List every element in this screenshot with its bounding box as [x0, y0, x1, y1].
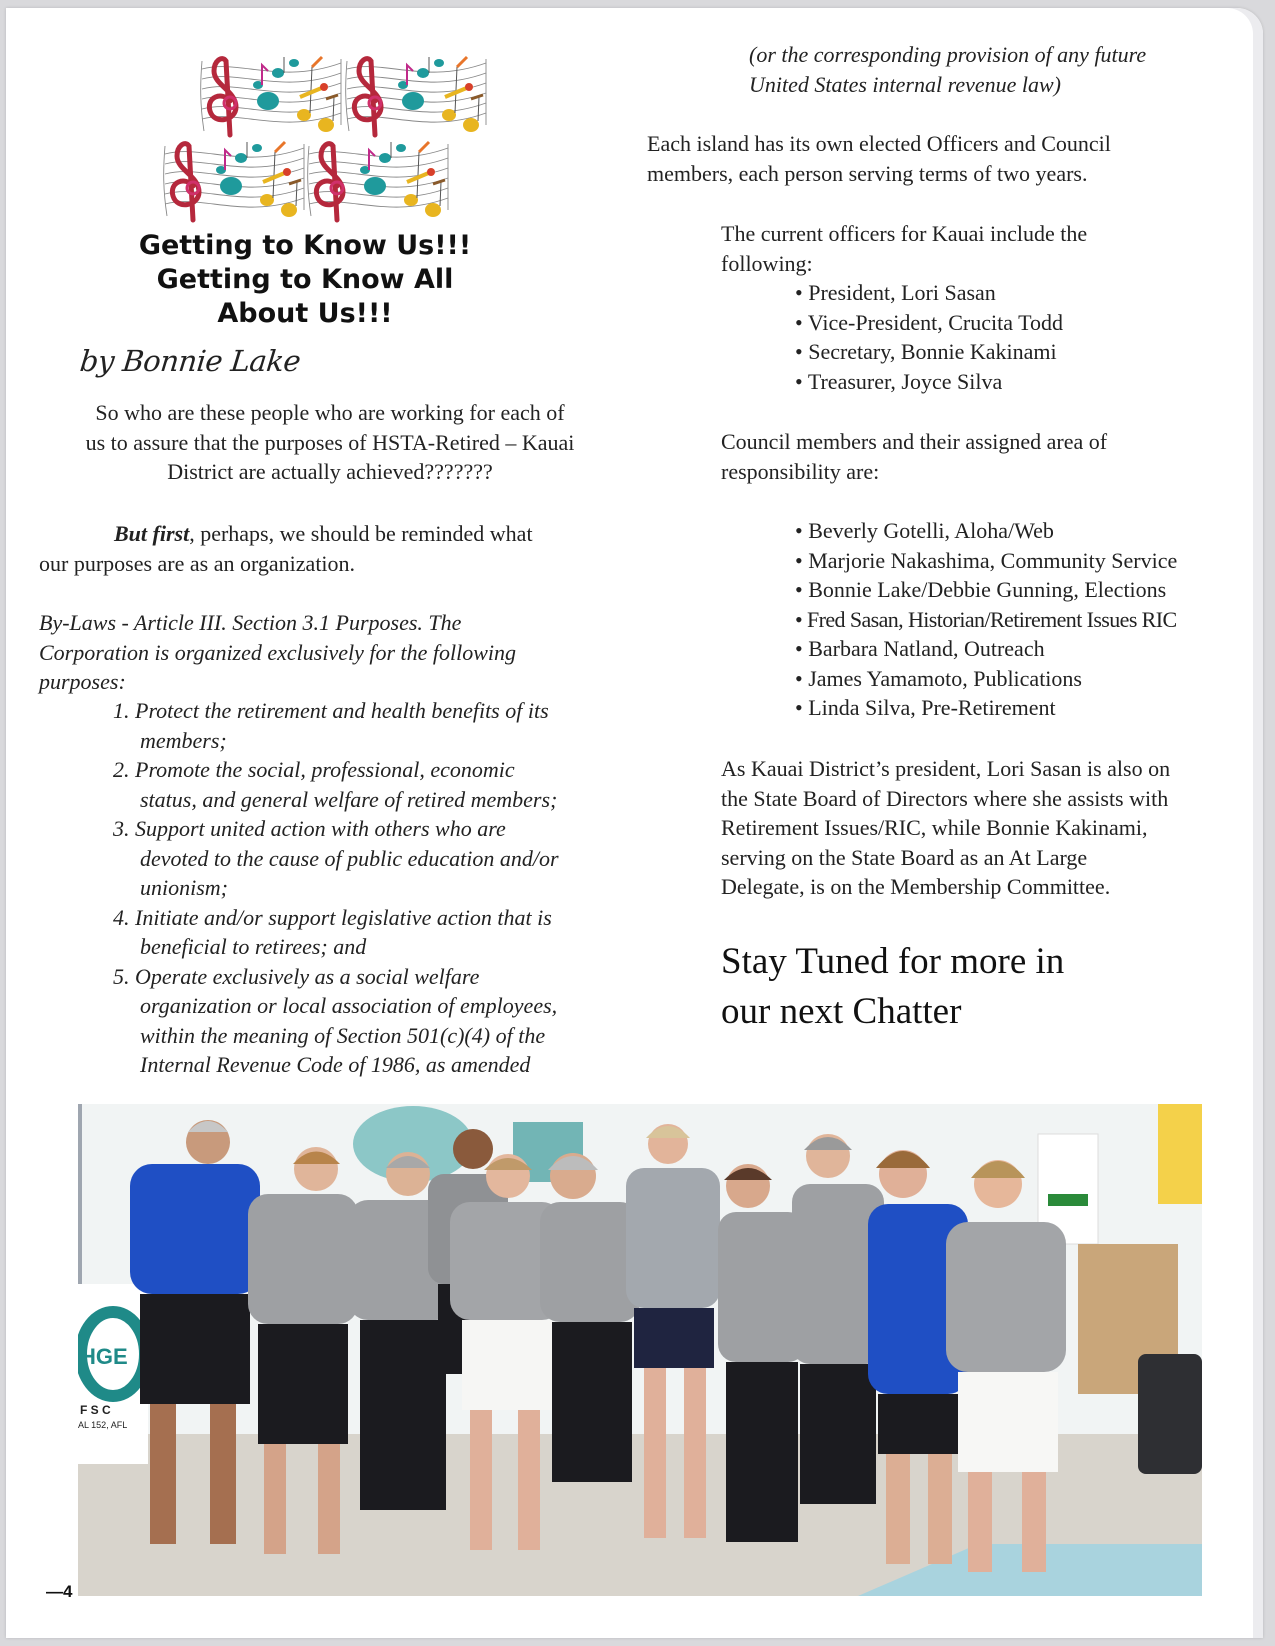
bullet-icon: •: [795, 606, 803, 632]
council-intro-line: responsibility are:: [721, 458, 880, 484]
title-line: Getting to Know All: [156, 264, 454, 295]
officer-item: [795, 337, 1063, 367]
purpose-text: members;: [140, 727, 227, 753]
council-intro-line: Council members and their assigned area of: [721, 429, 1108, 454]
purpose-item: [113, 962, 559, 1080]
officer-item: [795, 278, 1063, 308]
purpose-text: Initiate and/or support legislative action that is: [135, 904, 552, 930]
islands-line: Each island has its own elected Officers and Council: [647, 131, 1111, 156]
council-text: Marjorie Nakashima, Community Service: [808, 547, 1178, 573]
title-line: Getting to Know Us!!!: [138, 230, 472, 261]
officers-intro-line: The current officers for Kauai include the: [721, 221, 1088, 246]
council-item: [795, 664, 1177, 694]
council-intro: [721, 427, 1107, 486]
state-board-line: Delegate, is on the Membership Committee.: [721, 874, 1111, 899]
svg-text:AL 152, AFL: AL 152, AFL: [78, 1420, 128, 1430]
bullet-icon: •: [795, 368, 803, 394]
state-board-paragraph: [721, 754, 1170, 902]
bullet-icon: •: [795, 577, 803, 602]
council-text: Linda Silva, Pre-Retirement: [808, 695, 1056, 720]
music-staff-icon: [163, 140, 306, 223]
officer-text: Vice-President, Crucita Todd: [807, 309, 1063, 335]
officers-intro-line: following:: [721, 250, 813, 276]
bullet-icon: •: [795, 339, 803, 364]
officers-list: [795, 278, 1063, 396]
bullet-icon: •: [795, 695, 803, 720]
purpose-text: Protect the retirement and health benefits of its: [135, 698, 549, 723]
bold-lead: But first: [114, 521, 190, 546]
purpose-text: status, and general welfare of retired members;: [140, 786, 558, 812]
article-title: [40, 229, 570, 331]
council-text: Fred Sasan, Historian/Retirement Issues RIC: [807, 606, 1177, 632]
council-text: James Yamamoto, Publications: [808, 665, 1082, 691]
officers-intro: [721, 219, 1087, 278]
purpose-text: Support united action with others who are: [135, 816, 506, 841]
bylaws-line: By-Laws - Article III. Section 3.1 Purposes. The: [39, 610, 462, 635]
bylaws-intro: [39, 608, 516, 697]
purpose-text: organization or local association of employees,: [140, 993, 558, 1018]
council-item: [795, 634, 1177, 664]
state-board-line: the State Board of Directors where she assists with: [721, 785, 1169, 811]
officer-text: Secretary, Bonnie Kakinami: [808, 339, 1057, 364]
intro-paragraph: [40, 398, 620, 487]
reminder-paragraph: [39, 519, 533, 578]
council-item: [795, 605, 1177, 635]
continuation-line: (or the corresponding provision of any future: [749, 42, 1147, 67]
purpose-number: 1.: [113, 698, 130, 723]
council-text: Bonnie Lake/Debbie Gunning, Elections: [808, 577, 1167, 602]
svg-text:HGE: HGE: [80, 1344, 128, 1369]
bullet-icon: •: [795, 547, 803, 573]
bullet-icon: •: [795, 636, 803, 661]
officer-text: President, Lori Sasan: [808, 280, 996, 305]
intro-line: District are actually achieved???????: [167, 459, 493, 484]
state-board-line: As Kauai District’s president, Lori Sasan is also on: [721, 756, 1171, 781]
council-list: [795, 516, 1177, 723]
purpose-item: [113, 696, 559, 755]
state-board-line: Retirement Issues/RIC, while Bonnie Kakinami,: [721, 815, 1148, 840]
purpose-number: 3.: [113, 816, 130, 841]
council-text: Barbara Natland, Outreach: [808, 636, 1045, 661]
bylaws-line: purposes:: [39, 669, 126, 694]
music-notes-graphic: [163, 55, 493, 225]
council-item: [795, 693, 1177, 723]
purpose-text: within the meaning of Section 501(c)(4) of the: [140, 1022, 546, 1048]
title-line: About Us!!!: [217, 298, 393, 329]
officer-item: [795, 367, 1063, 397]
music-staff-icon: [345, 55, 488, 138]
reminder-text: our purposes are as an organization.: [39, 550, 356, 576]
purposes-list: [113, 696, 559, 1080]
purpose-number: 5.: [113, 963, 130, 989]
bylaws-line: Corporation is organized exclusively for the following: [39, 639, 517, 665]
page-number: —4: [46, 1582, 73, 1601]
intro-line: So who are these people who are working for each of: [95, 400, 565, 425]
byline: by Bonnie Lake: [78, 344, 303, 378]
officer-item: [795, 308, 1063, 338]
reminder-text: , perhaps, we should be reminded what: [189, 521, 533, 546]
islands-line: members, each person serving terms of two years.: [647, 160, 1088, 186]
purpose-text: Internal Revenue Code of 1986, as amended: [140, 1052, 531, 1077]
closing-line: our next Chatter: [721, 991, 962, 1032]
bullet-icon: •: [795, 280, 803, 305]
purpose5-continuation: [749, 40, 1146, 99]
bullet-icon: •: [795, 665, 803, 691]
music-staff-icon: [200, 55, 343, 138]
closing-headline: [721, 937, 1064, 1037]
group-photo: [78, 1104, 1202, 1596]
continuation-line: United States internal revenue law): [749, 71, 1062, 97]
state-board-line: serving on the State Board as an At Large: [721, 844, 1088, 870]
closing-line: Stay Tuned for more in: [721, 941, 1065, 982]
purpose-number: 4.: [113, 904, 130, 930]
council-item: [795, 546, 1177, 576]
purpose-number: 2.: [113, 757, 130, 782]
svg-text:F S C: F S C: [80, 1403, 111, 1417]
purpose-text: Promote the social, professional, economic: [135, 757, 515, 782]
bullet-icon: •: [795, 518, 803, 543]
purpose-item: [113, 755, 559, 814]
council-item: [795, 516, 1177, 546]
council-text: Beverly Gotelli, Aloha/Web: [808, 518, 1054, 543]
officer-text: Treasurer, Joyce Silva: [807, 368, 1003, 394]
islands-paragraph: [647, 129, 1111, 188]
bullet-icon: •: [795, 309, 803, 335]
purpose-text: devoted to the cause of public education and/or: [140, 845, 559, 871]
purpose-item: [113, 814, 559, 903]
purpose-text: unionism;: [140, 875, 228, 900]
intro-line: us to assure that the purposes of HSTA-Retired – Kauai: [85, 429, 575, 455]
purpose-text: Operate exclusively as a social welfare: [135, 963, 480, 989]
purpose-item: [113, 903, 559, 962]
purpose-text: beneficial to retirees; and: [140, 934, 367, 959]
council-item: [795, 575, 1177, 605]
group-photo-image: [78, 1104, 1202, 1596]
music-staff-icon: [307, 140, 450, 223]
